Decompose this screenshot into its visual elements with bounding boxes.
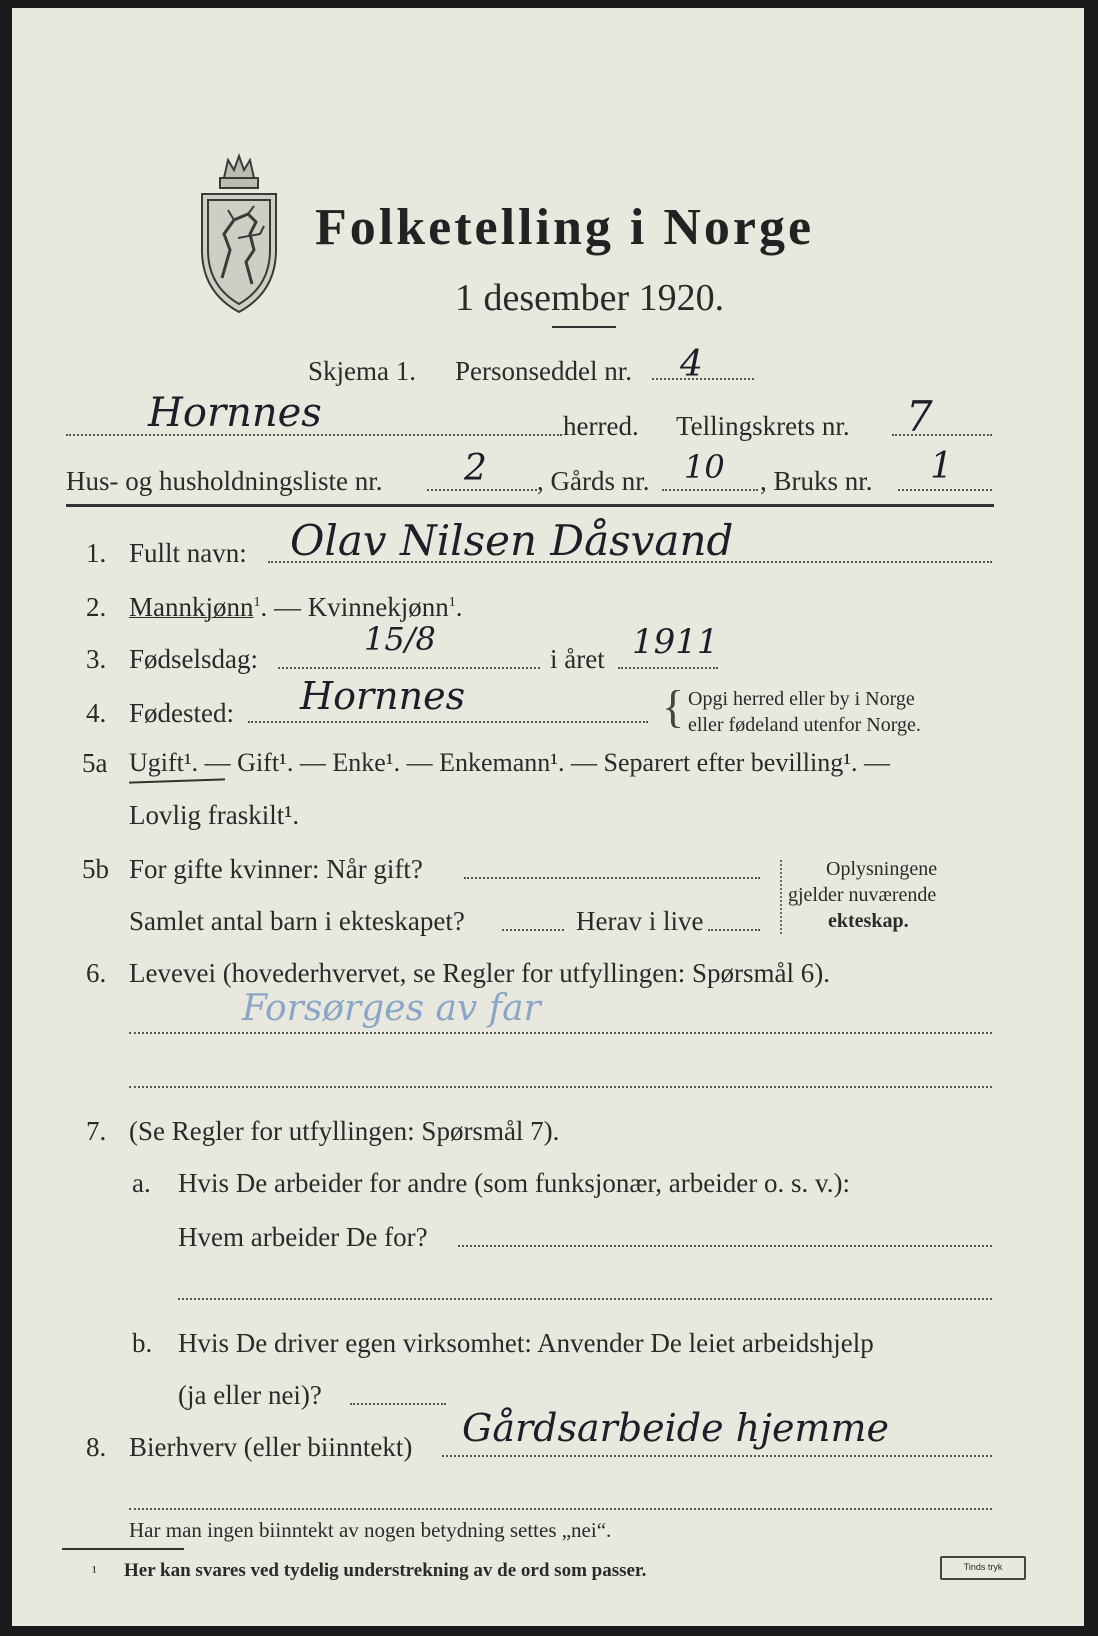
q5b-note2: gjelder nuværende — [788, 884, 937, 906]
census-date: 1 desember 1920. — [455, 277, 725, 319]
birthday-field[interactable] — [278, 667, 540, 669]
q7a-line2: Hvem arbeider De for? — [178, 1222, 428, 1252]
q7-label: (Se Regler for utfyllingen: Spørsmål 7). — [129, 1116, 560, 1146]
q7a-letter: a. — [132, 1168, 151, 1198]
footnote-mark: ¹ — [92, 1564, 97, 1581]
side-income-value: Gårdsarbeide hjemme — [462, 1406, 889, 1450]
q7-number: 7. — [86, 1116, 107, 1146]
alive-field[interactable] — [708, 929, 760, 931]
q5a-number: 5a — [82, 748, 108, 778]
q5b-note3: ekteskap. — [828, 910, 909, 932]
q2-number: 2. — [86, 592, 107, 622]
footnote-divider — [62, 1548, 184, 1550]
husliste-label: Hus- og husholdningsliste nr. — [66, 466, 383, 496]
personseddel-label: Personseddel nr. — [455, 356, 632, 386]
form-title: Folketelling i Norge — [315, 199, 815, 256]
q8-label: Bierhverv (eller biinntekt) — [129, 1432, 413, 1462]
full-name-value: Olav Nilsen Dåsvand — [290, 516, 734, 565]
herred-label: herred. — [563, 411, 639, 441]
q4-label: Fødested: — [129, 698, 234, 728]
q1-label: Fullt navn: — [129, 538, 247, 568]
coat-of-arms-icon — [194, 150, 284, 318]
skjema-label: Skjema 1. — [308, 356, 416, 386]
bruks-label: , Bruks nr. — [760, 466, 873, 496]
q4-brace: { — [662, 681, 685, 732]
q5b-note1: Oplysningene — [826, 858, 938, 880]
side-income-field-2[interactable] — [129, 1508, 992, 1510]
footnote-text: Her kan svares ved tydelig understrekning av de ord som passer. — [124, 1560, 647, 1581]
q7a-line1: Hvis De arbeider for andre (som funksjonær, arbeider o. s. v.): — [178, 1168, 850, 1198]
husliste-value: 2 — [464, 448, 487, 489]
title-divider — [552, 326, 616, 328]
personseddel-value: 4 — [680, 344, 703, 385]
header-divider — [66, 504, 994, 507]
q7b-line1: Hvis De driver egen virksomhet: Anvender De leiet arbeidshjelp — [178, 1328, 874, 1358]
q2-separator: . — — [260, 592, 308, 622]
female-option[interactable]: Kvinnekjønn — [307, 592, 449, 622]
children-field[interactable] — [502, 929, 564, 931]
tellingskrets-label: Tellingskrets nr. — [676, 411, 850, 441]
printer-stamp: Tinds tryk — [940, 1556, 1026, 1580]
hired-help-field[interactable] — [350, 1403, 446, 1405]
personseddel-field[interactable] — [652, 378, 754, 380]
gards-field[interactable] — [662, 489, 758, 491]
q5b-children-label: Samlet antal barn i ekteskapet? — [129, 906, 465, 936]
q5b-married-when: For gifte kvinner: Når gift? — [129, 854, 423, 884]
herred-value: Hornnes — [148, 390, 322, 436]
year-value: 1911 — [632, 622, 719, 662]
q5b-number: 5b — [82, 854, 109, 884]
q4-note-line1: Opgi herred eller by i Norge — [688, 688, 915, 710]
tellingskrets-value: 7 — [906, 392, 933, 441]
employer-field-1[interactable] — [458, 1245, 992, 1247]
male-option[interactable]: Mannkjønn — [129, 592, 254, 622]
birthplace-value: Hornnes — [300, 674, 466, 718]
year-field[interactable] — [618, 667, 718, 669]
gards-value: 10 — [684, 448, 725, 486]
q8-number: 8. — [86, 1432, 107, 1462]
husliste-field[interactable] — [427, 489, 537, 491]
q2-end: . — [455, 592, 463, 622]
no-income-note: Har man ingen biinntekt av nogen betydning settes „nei“. — [129, 1518, 612, 1542]
gards-label: , Gårds nr. — [537, 466, 650, 496]
marital-status-options[interactable]: Ugift¹. — Gift¹. — Enke¹. — Enkemann¹. — Separert efter bevilling¹. — — [129, 748, 891, 777]
q4-note-line2: eller fødeland utenfor Norge. — [688, 714, 921, 736]
occupation-value: Forsørges av far — [242, 988, 541, 1029]
marital-status-line2[interactable]: Lovlig fraskilt¹. — [129, 800, 300, 830]
q7b-line2: (ja eller nei)? — [178, 1380, 322, 1410]
employer-field-2[interactable] — [178, 1298, 992, 1300]
q1-number: 1. — [86, 538, 107, 568]
side-income-field-1[interactable] — [442, 1455, 992, 1457]
married-when-field[interactable] — [464, 877, 760, 879]
q5b-alive-label: Herav i live — [576, 906, 704, 936]
q4-number: 4. — [86, 698, 107, 728]
q5b-bracket — [780, 860, 782, 934]
q6-label: Levevei (hovederhvervet, se Regler for utfyllingen: Spørsmål 6). — [129, 958, 831, 988]
q2-sex-options: Mannkjønn$^1$. — Kvinnekjønn$^1$. — [129, 592, 463, 622]
ugift-underline — [129, 778, 225, 783]
census-form-page — [12, 8, 1084, 1626]
q3-number: 3. — [86, 644, 107, 674]
q3-label: Fødselsdag: — [129, 644, 259, 674]
occupation-field-1[interactable] — [129, 1032, 992, 1034]
birthday-value: 15/8 — [364, 620, 436, 658]
q7b-letter: b. — [132, 1328, 153, 1358]
birthplace-field[interactable] — [248, 721, 648, 723]
bruks-value: 1 — [930, 446, 953, 487]
occupation-field-2[interactable] — [129, 1086, 992, 1088]
q6-number: 6. — [86, 958, 107, 988]
year-label: i året — [550, 644, 605, 674]
bruks-field[interactable] — [898, 489, 992, 491]
